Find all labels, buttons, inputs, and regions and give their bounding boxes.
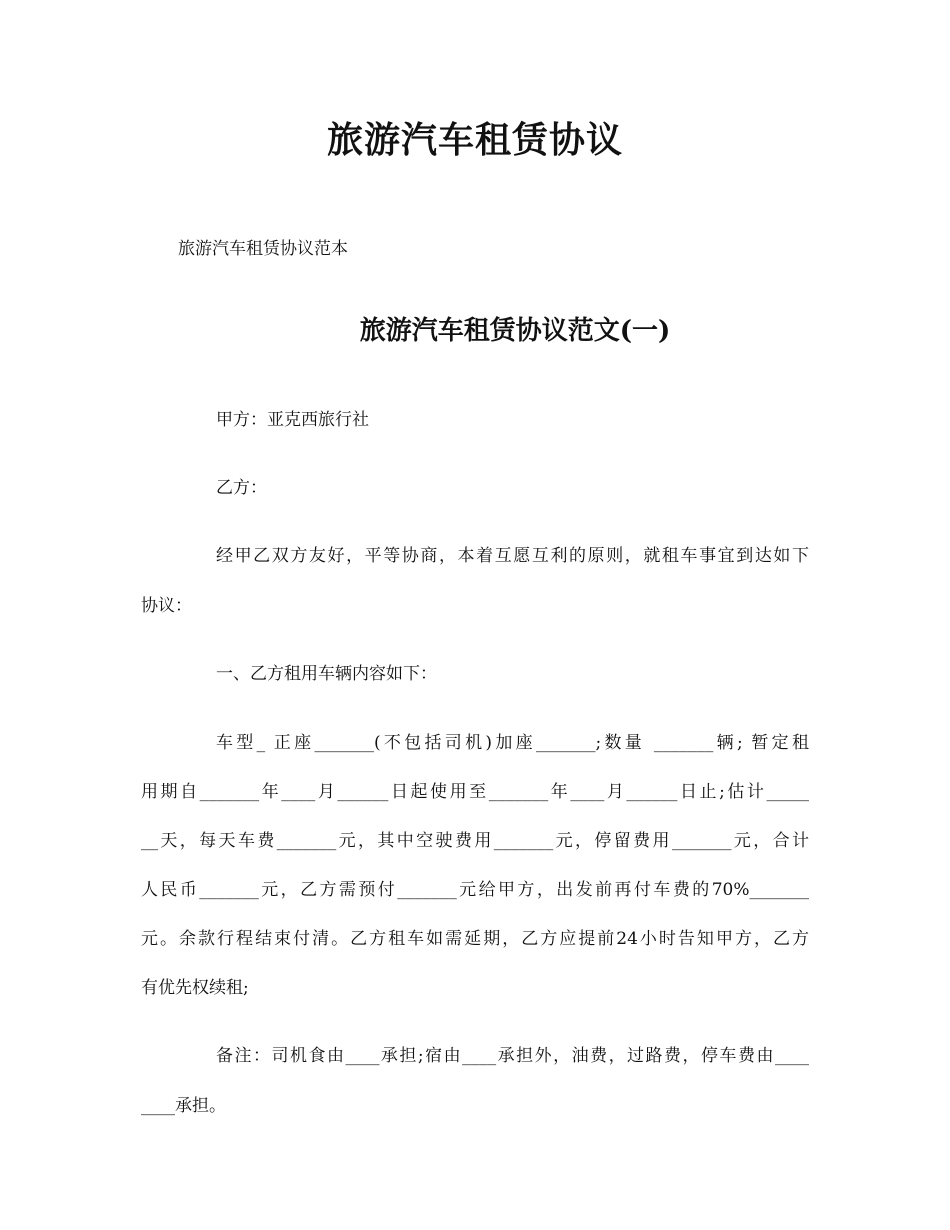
- clause-heading: 一、乙方租用车辆内容如下：: [216, 664, 437, 684]
- party-a: 甲方：亚克西旅行社: [216, 410, 369, 430]
- clause-line: 用期自_______年____月______日起使用至_______年____月______日止;估计_____: [141, 782, 809, 802]
- paragraph-line: 协议：: [141, 596, 192, 616]
- clause-line: 有优先权续租;: [141, 978, 249, 998]
- paragraph-line: 经甲乙双方友好，平等协商，本着互愿互利的原则，就租车事宜到达如下: [216, 546, 809, 566]
- clause-line: __天，每天车费_______元，其中空驶费用_______元，停留费用_______元，合计: [141, 831, 809, 851]
- clause-line: 元。余款行程结束付清。乙方租车如需延期，乙方应提前24小时告知甲方，乙方: [141, 929, 809, 949]
- document-title: 旅游汽车租赁协议: [326, 119, 623, 161]
- clause-line: 人民币_______元，乙方需预付_______元给甲方，出发前再付车费的70%_______: [141, 880, 809, 900]
- clause-line: 车型_ 正座_______(不包括司机)加座_______;数量 _______辆; 暂定租: [216, 733, 809, 753]
- intro-text: 旅游汽车租赁协议范本: [178, 239, 348, 259]
- party-b: 乙方：: [216, 478, 267, 498]
- section-title: 旅游汽车租赁协议范文(一): [359, 316, 671, 346]
- note-line: 备注：司机食由____承担;宿由____承担外，油费，过路费，停车费由____: [216, 1046, 809, 1066]
- note-line: ____承担。: [141, 1096, 226, 1116]
